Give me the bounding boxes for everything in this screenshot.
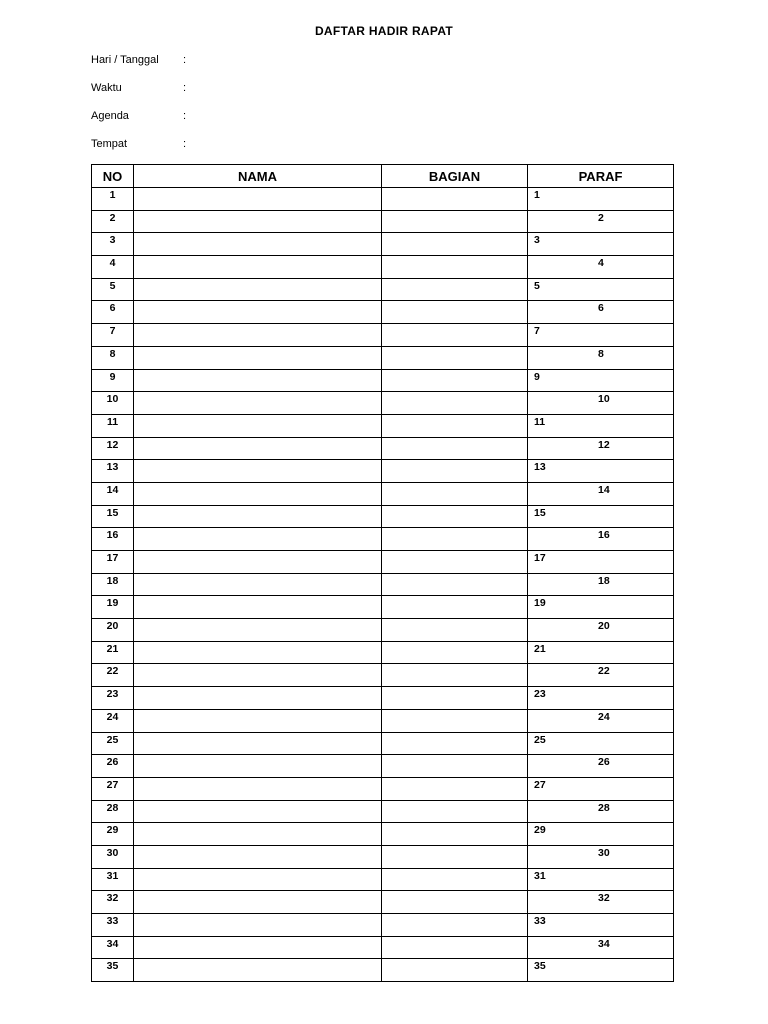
paraf-number: 33	[534, 915, 546, 927]
nama-cell[interactable]	[134, 505, 382, 528]
bagian-cell[interactable]	[382, 188, 528, 211]
nama-cell[interactable]	[134, 619, 382, 642]
row-number: 14	[92, 482, 134, 505]
paraf-number: 6	[598, 302, 604, 315]
paraf-number: 26	[598, 756, 610, 769]
paraf-cell[interactable]	[528, 755, 674, 778]
row-number: 20	[92, 619, 134, 642]
nama-cell[interactable]	[134, 346, 382, 369]
nama-cell[interactable]	[134, 414, 382, 437]
paraf-number: 1	[534, 189, 540, 201]
table-row	[92, 709, 674, 732]
row-number: 5	[92, 278, 134, 301]
meta-label: Waktu	[91, 82, 122, 94]
nama-cell[interactable]	[134, 210, 382, 233]
bagian-cell[interactable]	[382, 891, 528, 914]
table-row	[92, 755, 674, 778]
paraf-cell[interactable]	[528, 301, 674, 324]
bagian-cell[interactable]	[382, 324, 528, 347]
paraf-number: 16	[598, 529, 610, 542]
row-number: 23	[92, 687, 134, 710]
nama-cell[interactable]	[134, 755, 382, 778]
paraf-cell[interactable]	[528, 460, 674, 483]
paraf-number: 32	[598, 892, 610, 905]
paraf-cell[interactable]	[528, 664, 674, 687]
table-row	[92, 482, 674, 505]
bagian-cell[interactable]	[382, 233, 528, 256]
nama-cell[interactable]	[134, 437, 382, 460]
table-row	[92, 278, 674, 301]
header-nama: NAMA	[134, 165, 382, 188]
attendance-table	[91, 164, 674, 982]
bagian-cell[interactable]	[382, 346, 528, 369]
paraf-cell[interactable]	[528, 914, 674, 937]
paraf-cell[interactable]	[528, 210, 674, 233]
paraf-cell[interactable]	[528, 732, 674, 755]
nama-cell[interactable]	[134, 823, 382, 846]
table-row	[92, 505, 674, 528]
paraf-cell[interactable]	[528, 346, 674, 369]
paraf-cell[interactable]	[528, 596, 674, 619]
paraf-cell[interactable]	[528, 573, 674, 596]
bagian-cell[interactable]	[382, 868, 528, 891]
paraf-number: 5	[534, 279, 540, 292]
table-row	[92, 914, 674, 937]
paraf-number: 13	[534, 461, 546, 474]
paraf-cell[interactable]	[528, 641, 674, 664]
nama-cell[interactable]	[134, 641, 382, 664]
paraf-number: 12	[598, 438, 610, 451]
table-row	[92, 233, 674, 256]
paraf-cell[interactable]	[528, 437, 674, 460]
row-number: 29	[92, 823, 134, 846]
header-no: NO	[92, 165, 134, 188]
row-number: 21	[92, 641, 134, 664]
table-row	[92, 687, 674, 710]
meta-row-tempat	[91, 136, 193, 152]
table-row	[92, 777, 674, 800]
bagian-cell[interactable]	[382, 256, 528, 279]
row-number: 7	[92, 324, 134, 347]
row-number: 3	[92, 233, 134, 256]
row-number: 27	[92, 777, 134, 800]
table-row	[92, 845, 674, 868]
table-row	[92, 596, 674, 619]
nama-cell[interactable]	[134, 868, 382, 891]
nama-cell[interactable]	[134, 324, 382, 347]
nama-cell[interactable]	[134, 777, 382, 800]
bagian-cell[interactable]	[382, 755, 528, 778]
paraf-number: 24	[598, 710, 610, 723]
paraf-number: 18	[598, 574, 610, 587]
bagian-cell[interactable]	[382, 641, 528, 664]
bagian-cell[interactable]	[382, 619, 528, 642]
bagian-cell[interactable]	[382, 845, 528, 868]
meta-colon: :	[183, 138, 187, 150]
bagian-cell[interactable]	[382, 709, 528, 732]
nama-cell[interactable]	[134, 369, 382, 392]
row-number: 9	[92, 369, 134, 392]
paraf-number: 22	[598, 665, 610, 678]
paraf-number: 10	[598, 393, 610, 406]
paraf-number: 29	[534, 824, 546, 837]
nama-cell[interactable]	[134, 528, 382, 551]
paraf-cell[interactable]	[528, 800, 674, 823]
header-bagian: BAGIAN	[382, 165, 528, 188]
paraf-cell[interactable]	[528, 551, 674, 574]
row-number: 16	[92, 528, 134, 551]
paraf-number: 31	[534, 869, 546, 882]
table-row	[92, 346, 674, 369]
paraf-cell[interactable]	[528, 823, 674, 846]
paraf-cell[interactable]	[528, 392, 674, 415]
paraf-cell[interactable]	[528, 777, 674, 800]
bagian-cell[interactable]	[382, 664, 528, 687]
paraf-number: 28	[598, 801, 610, 814]
table-row	[92, 936, 674, 959]
table-row	[92, 188, 674, 211]
table-row	[92, 460, 674, 483]
nama-cell[interactable]	[134, 959, 382, 982]
paraf-number: 2	[598, 211, 604, 224]
paraf-number: 27	[534, 778, 546, 791]
meta-row-hari-tanggal	[91, 52, 193, 68]
table-row	[92, 437, 674, 460]
paraf-cell[interactable]	[528, 687, 674, 710]
table-row	[92, 573, 674, 596]
paraf-number: 8	[598, 347, 604, 360]
meta-label: Hari / Tanggal	[91, 54, 159, 66]
meta-colon: :	[183, 110, 187, 122]
bagian-cell[interactable]	[382, 437, 528, 460]
paraf-cell[interactable]	[528, 233, 674, 256]
table-row	[92, 256, 674, 279]
table-row	[92, 324, 674, 347]
row-number: 4	[92, 256, 134, 279]
nama-cell[interactable]	[134, 891, 382, 914]
paraf-cell[interactable]	[528, 936, 674, 959]
paraf-cell[interactable]	[528, 482, 674, 505]
row-number: 6	[92, 301, 134, 324]
bagian-cell[interactable]	[382, 959, 528, 982]
paraf-cell[interactable]	[528, 414, 674, 437]
paraf-number: 4	[598, 257, 604, 270]
paraf-number: 11	[534, 415, 546, 428]
bagian-cell[interactable]	[382, 687, 528, 710]
paraf-number: 23	[534, 688, 546, 701]
nama-cell[interactable]	[134, 845, 382, 868]
bagian-cell[interactable]	[382, 505, 528, 528]
table-row	[92, 392, 674, 415]
row-number: 22	[92, 664, 134, 687]
paraf-number: 7	[534, 325, 540, 338]
row-number: 1	[92, 188, 134, 211]
header-paraf: PARAF	[528, 165, 674, 188]
table-row	[92, 301, 674, 324]
table-row	[92, 641, 674, 664]
row-number: 28	[92, 800, 134, 823]
row-number: 12	[92, 437, 134, 460]
bagian-cell[interactable]	[382, 914, 528, 937]
bagian-cell[interactable]	[382, 528, 528, 551]
table-row	[92, 369, 674, 392]
paraf-cell[interactable]	[528, 278, 674, 301]
nama-cell[interactable]	[134, 687, 382, 710]
paraf-cell[interactable]	[528, 188, 674, 211]
paraf-number: 34	[598, 937, 610, 950]
nama-cell[interactable]	[134, 596, 382, 619]
paraf-cell[interactable]	[528, 256, 674, 279]
document-title: DAFTAR HADIR RAPAT	[314, 24, 454, 38]
table-row	[92, 959, 674, 982]
paraf-cell[interactable]	[528, 505, 674, 528]
bagian-cell[interactable]	[382, 414, 528, 437]
table-row	[92, 891, 674, 914]
paraf-number: 30	[598, 846, 610, 859]
row-number: 35	[92, 959, 134, 982]
paraf-number: 20	[598, 620, 610, 633]
row-number: 2	[92, 210, 134, 233]
bagian-cell[interactable]	[382, 460, 528, 483]
nama-cell[interactable]	[134, 732, 382, 755]
row-number: 26	[92, 755, 134, 778]
row-number: 10	[92, 392, 134, 415]
bagian-cell[interactable]	[382, 596, 528, 619]
paraf-cell[interactable]	[528, 709, 674, 732]
table-body	[92, 188, 674, 982]
nama-cell[interactable]	[134, 709, 382, 732]
bagian-cell[interactable]	[382, 551, 528, 574]
nama-cell[interactable]	[134, 914, 382, 937]
paraf-number: 14	[598, 483, 610, 496]
paraf-cell[interactable]	[528, 868, 674, 891]
row-number: 25	[92, 732, 134, 755]
nama-cell[interactable]	[134, 233, 382, 256]
paraf-number: 17	[534, 552, 546, 564]
nama-cell[interactable]	[134, 256, 382, 279]
paraf-number: 19	[534, 597, 546, 610]
row-number: 13	[92, 460, 134, 483]
row-number: 24	[92, 709, 134, 732]
meta-label: Tempat	[91, 138, 128, 150]
bagian-cell[interactable]	[382, 777, 528, 800]
bagian-cell[interactable]	[382, 573, 528, 596]
table-row	[92, 823, 674, 846]
nama-cell[interactable]	[134, 482, 382, 505]
table-row	[92, 800, 674, 823]
nama-cell[interactable]	[134, 278, 382, 301]
paraf-cell[interactable]	[528, 369, 674, 392]
bagian-cell[interactable]	[382, 800, 528, 823]
paraf-cell[interactable]	[528, 845, 674, 868]
nama-cell[interactable]	[134, 301, 382, 324]
meta-label: Agenda	[91, 110, 129, 122]
row-number: 33	[92, 914, 134, 937]
nama-cell[interactable]	[134, 551, 382, 574]
nama-cell[interactable]	[134, 460, 382, 483]
row-number: 19	[92, 596, 134, 619]
paraf-number: 25	[534, 733, 546, 746]
paraf-number: 35	[534, 960, 546, 973]
bagian-cell[interactable]	[382, 278, 528, 301]
bagian-cell[interactable]	[382, 482, 528, 505]
bagian-cell[interactable]	[382, 392, 528, 415]
table-row	[92, 664, 674, 687]
table-row	[92, 732, 674, 755]
nama-cell[interactable]	[134, 188, 382, 211]
row-number: 18	[92, 573, 134, 596]
table-row	[92, 868, 674, 891]
paraf-number: 21	[534, 642, 546, 655]
row-number: 34	[92, 936, 134, 959]
paraf-number: 9	[534, 370, 540, 383]
row-number: 32	[92, 891, 134, 914]
paraf-number: 3	[534, 234, 540, 247]
bagian-cell[interactable]	[382, 732, 528, 755]
nama-cell[interactable]	[134, 392, 382, 415]
bagian-cell[interactable]	[382, 823, 528, 846]
meta-row-waktu	[91, 80, 193, 96]
table-row	[92, 551, 674, 574]
row-number: 17	[92, 551, 134, 574]
nama-cell[interactable]	[134, 800, 382, 823]
meta-colon: :	[183, 54, 187, 66]
paraf-cell[interactable]	[528, 891, 674, 914]
row-number: 15	[92, 505, 134, 528]
row-number: 31	[92, 868, 134, 891]
table-row	[92, 528, 674, 551]
paraf-cell[interactable]	[528, 619, 674, 642]
nama-cell[interactable]	[134, 664, 382, 687]
meta-row-agenda	[91, 108, 193, 124]
paraf-cell[interactable]	[528, 528, 674, 551]
table-row	[92, 210, 674, 233]
table-header-row	[92, 165, 674, 188]
paraf-cell[interactable]	[528, 324, 674, 347]
bagian-cell[interactable]	[382, 936, 528, 959]
bagian-cell[interactable]	[382, 301, 528, 324]
bagian-cell[interactable]	[382, 210, 528, 233]
table-row	[92, 414, 674, 437]
row-number: 30	[92, 845, 134, 868]
row-number: 11	[92, 414, 134, 437]
bagian-cell[interactable]	[382, 369, 528, 392]
nama-cell[interactable]	[134, 936, 382, 959]
paraf-cell[interactable]	[528, 959, 674, 982]
row-number: 8	[92, 346, 134, 369]
nama-cell[interactable]	[134, 573, 382, 596]
table-row	[92, 619, 674, 642]
meta-colon: :	[183, 82, 187, 94]
paraf-number: 15	[534, 506, 546, 519]
